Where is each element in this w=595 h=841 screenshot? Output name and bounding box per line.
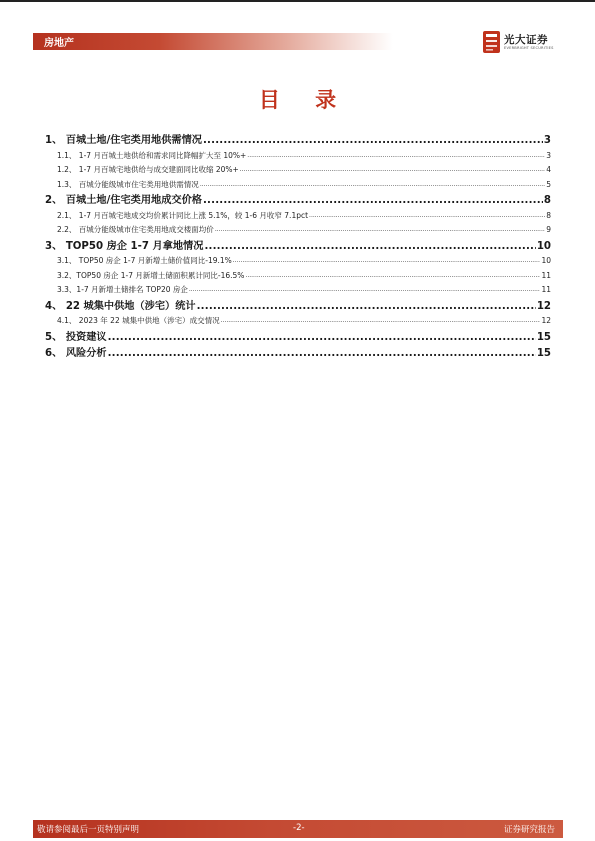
brand-logo [483,31,563,55]
brand-name-en: EVERBRIGHT SECURITIES [504,46,554,50]
toc-entry-label: 3.3、1-7 月新增土储排名 TOP20 房企 [57,285,188,294]
toc-dot-leader [197,299,536,315]
toc-entry-page: 15 [536,331,551,343]
toc-dot-leader [240,163,545,178]
header-section-label: 房地产 [44,38,74,49]
toc-entry-label: 4、 22 城集中供地（涉宅）统计 [45,300,196,312]
toc-section-entry[interactable] [45,299,551,315]
toc-section-entry[interactable] [45,133,551,149]
toc-title: 目 录 [258,88,351,112]
toc-entry-page: 10 [536,240,551,252]
toc-entry-label: 1.1、 1-7 月百城土地供给和需求同比降幅扩大至 10%+ [57,150,247,160]
top-rule [0,0,595,2]
toc-entry-label: 3.1、 TOP50 房企 1-7 月新增土储价值同比-19.1% [57,256,232,265]
toc-subsection-entry[interactable] [45,254,551,269]
toc-dot-leader [247,149,545,164]
footer-page-number: -2- [293,823,305,833]
toc-entry-page: 12 [541,316,551,325]
toc-dot-leader [309,209,545,224]
toc-dot-leader [200,178,545,193]
toc-entry-page: 3 [543,135,551,146]
toc-dot-leader [189,283,541,298]
toc-subsection-entry[interactable] [45,314,551,329]
header-section-band [33,33,393,50]
brand-logo-mark-icon [483,31,500,53]
toc-entry-page: 11 [541,285,551,294]
toc-dot-leader [203,193,543,209]
toc-entry-page: 11 [541,270,551,280]
toc-dot-leader [108,346,536,362]
toc-entry-page: 8 [546,210,551,220]
toc-section-entry[interactable] [45,346,551,362]
brand-name-cn: 光大证券 [504,34,548,46]
toc-dot-leader [108,330,536,346]
toc-entry-page: 4 [546,165,551,174]
toc-subsection-entry[interactable] [45,149,551,164]
footer-disclaimer: 敬请参阅最后一页特别声明 [37,825,140,835]
toc-entry-label: 2.1、 1-7 月百城宅地成交均价累计同比上涨 5.1%，较 1-6 月收窄 7.1pct [57,210,309,220]
toc-section-entry[interactable] [45,330,551,346]
toc-subsection-entry[interactable] [45,163,551,178]
footer-doc-type: 证券研究报告 [503,825,555,835]
toc-section-entry[interactable] [45,239,551,255]
toc-dot-leader [204,239,535,255]
toc-dot-leader [245,269,540,284]
toc-entry-label: 6、 风险分析 [45,348,107,359]
toc-entry-page: 12 [536,300,551,312]
toc-entry-label: 1、 百城土地/住宅类用地供需情况 [45,135,202,146]
toc-entry-label: 3、 TOP50 房企 1-7 月拿地情况 [45,240,204,252]
toc-entry-label: 4.1、 2023 年 22 城集中供地（涉宅）成交情况 [57,316,220,325]
toc-entry-page: 5 [546,179,551,189]
toc-subsection-entry[interactable] [45,283,551,298]
toc-section-entry[interactable] [45,193,551,209]
toc-entry-page: 3 [546,150,551,160]
toc-entry-page: 9 [546,225,551,234]
toc-dot-leader [233,254,541,269]
toc-entry-label: 5、 投资建议 [45,331,107,343]
table-of-contents [45,132,551,362]
footer-band [33,820,563,838]
toc-entry-label: 2.2、 百城分能级城市住宅类用地成交楼面均价 [57,225,214,234]
toc-dot-leader [215,223,545,238]
toc-entry-label: 1.2、 1-7 月百城宅地供给与成交建面同比收缩 20%+ [57,165,239,174]
toc-entry-label: 2、 百城土地/住宅类用地成交价格 [45,195,202,206]
toc-entry-page: 10 [541,256,551,265]
toc-dot-leader [203,133,543,149]
toc-entry-label: 3.2、TOP50 房企 1-7 月新增土储面积累计同比-16.5% [57,270,245,280]
toc-entry-page: 15 [536,348,551,359]
toc-entry-page: 8 [543,195,551,206]
toc-subsection-entry[interactable] [45,178,551,193]
toc-entry-label: 1.3、 百城分能级城市住宅类用地供需情况 [57,179,199,189]
toc-subsection-entry[interactable] [45,209,551,224]
toc-subsection-entry[interactable] [45,269,551,284]
toc-dot-leader [221,314,541,329]
toc-subsection-entry[interactable] [45,223,551,238]
